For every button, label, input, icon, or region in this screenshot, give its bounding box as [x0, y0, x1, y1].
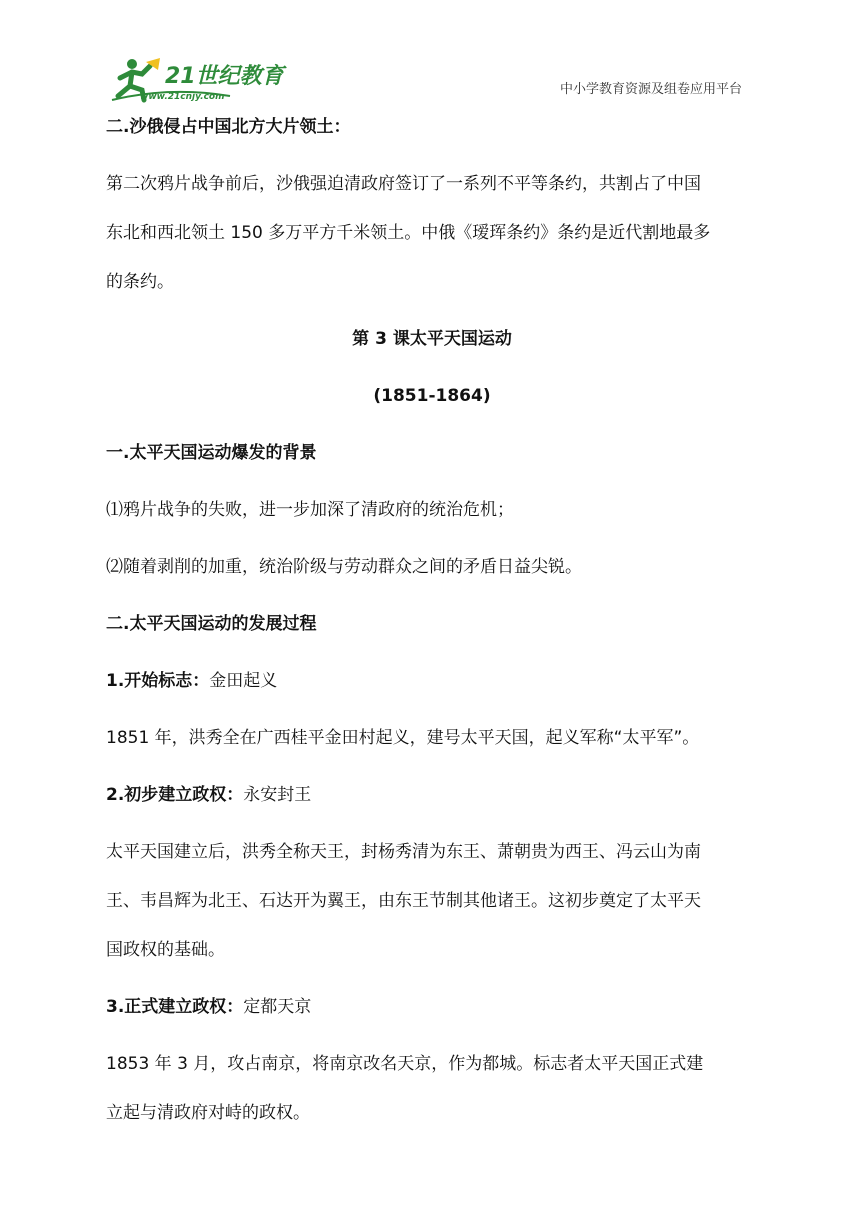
step-value: 金田起义 — [209, 671, 278, 691]
document-body — [106, 108, 758, 1132]
page-header — [0, 0, 860, 112]
step-heading — [106, 662, 758, 700]
paragraph-line: 太平天国建立后，洪秀全称天王，封杨秀清为东王、萧朝贵为西王、冯云山为南 — [106, 842, 701, 862]
paragraph-line: 第二次鸦片战争前后，沙俄强迫清政府签订了一系列不平等条约，共割占了中国 — [106, 174, 701, 194]
header-tagline: 中小学教育资源及组卷应用平台 — [559, 82, 742, 97]
section-heading: 一.太平天国运动爆发的背景 — [106, 443, 317, 463]
paragraph-line: 王、韦昌辉为北王、石达开为翼王，由东王节制其他诸王。这初步奠定了太平天 — [106, 891, 701, 911]
list-item: ⑴鸦片战争的失败，进一步加深了清政府的统治危机； — [106, 500, 514, 520]
paragraph-line: 东北和西北领土 150 多万平方千米领土。中俄《瑷珲条约》条约是近代割地最多 — [106, 223, 711, 243]
paragraph-line: 国政权的基础。 — [106, 940, 225, 960]
logo-text: 21世纪教育 — [165, 64, 284, 89]
lesson-title: 第 3 课太平天国运动 — [352, 329, 512, 349]
paragraph-line: 1851 年，洪秀全在广西桂平金田村起义，建号太平天国，起义军称“太平军”。 — [106, 728, 700, 748]
paragraph-line: 1853 年 3 月，攻占南京，将南京改名天京，作为都城。标志者太平天国正式建 — [106, 1054, 704, 1074]
step-value: 定都天京 — [243, 997, 312, 1017]
step-value: 永安封王 — [243, 785, 312, 805]
list-item: ⑵随着剥削的加重，统治阶级与劳动群众之间的矛盾日益尖锐。 — [106, 557, 582, 577]
section-heading: 二.太平天国运动的发展过程 — [106, 614, 317, 634]
step-heading — [106, 988, 758, 1026]
lesson-years: (1851-1864) — [373, 386, 491, 406]
step-heading — [106, 776, 758, 814]
paragraph-line: 立起与清政府对峙的政权。 — [106, 1103, 310, 1123]
logo-url: www.21cnjy.com — [140, 92, 225, 102]
section-heading: 二.沙俄侵占中国北方大片领土： — [106, 117, 351, 137]
step-label: 3.正式建立政权： — [106, 997, 244, 1017]
step-label: 2.初步建立政权： — [106, 785, 244, 805]
step-label: 1.开始标志： — [106, 671, 210, 691]
paragraph-line: 的条约。 — [106, 272, 174, 292]
